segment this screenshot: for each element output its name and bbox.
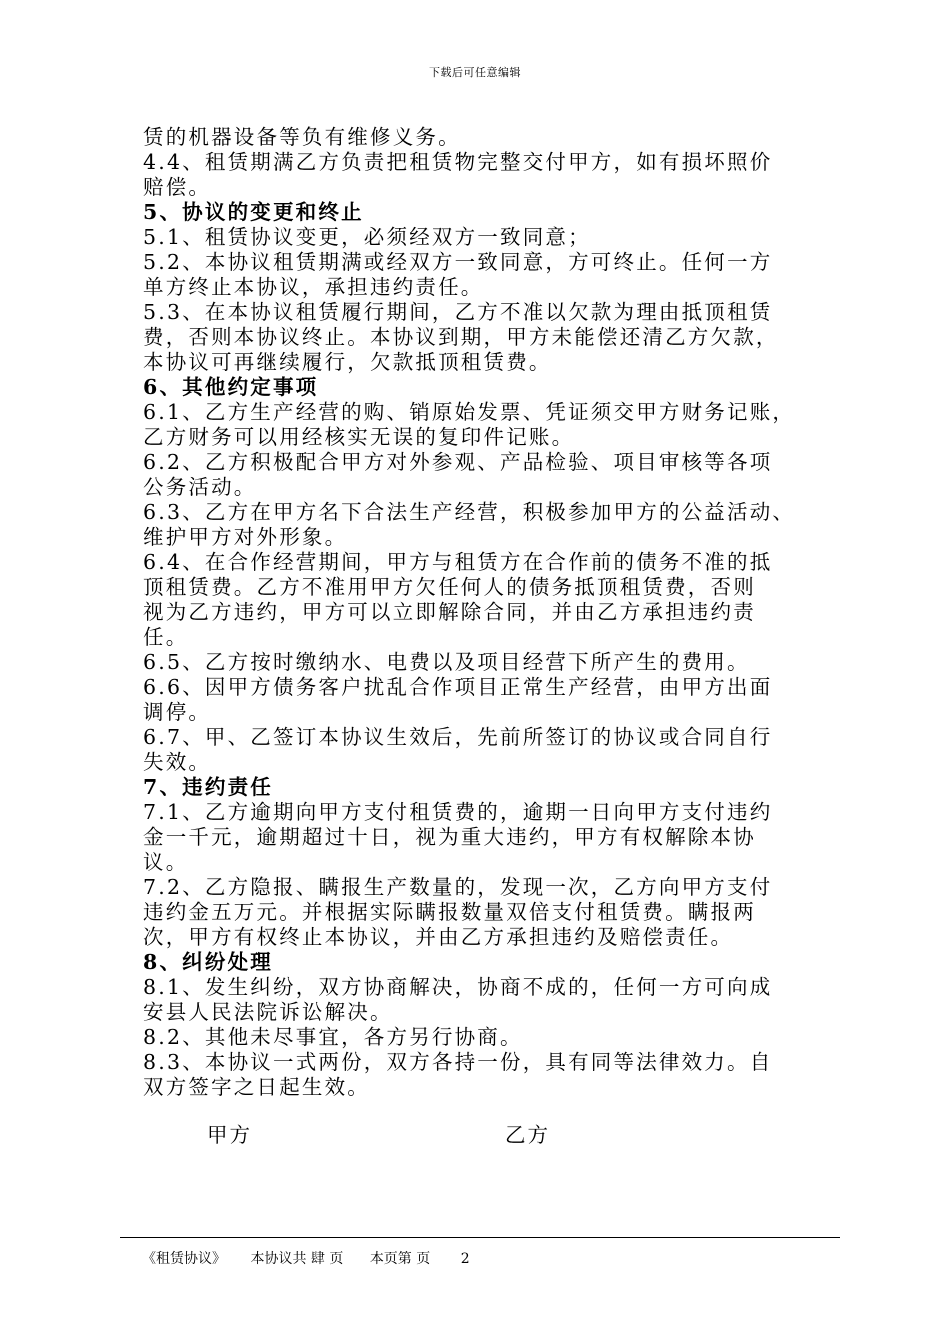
body-line: 视为乙方违约，甲方可以立即解除合同，并由乙方承担违约责 (143, 600, 756, 624)
clause-6-4: 6.4、在合作经营期间，甲方与租赁方在合作前的债务不准的抵 (143, 550, 773, 574)
body-line: 本协议可再继续履行，欠款抵顶租赁费。 (143, 350, 552, 374)
clause-6-2: 6.2、乙方积极配合甲方对外参观、产品检验、项目审核等各项 (143, 450, 773, 474)
footer-divider (120, 1237, 840, 1238)
clause-6-1: 6.1、乙方生产经营的购、销原始发票、凭证须交甲方财务记账， (143, 400, 796, 424)
clause-7-2: 7.2、乙方隐报、瞒报生产数量的，发现一次，乙方向甲方支付 (143, 875, 773, 899)
body-line: 次，甲方有权终止本协议，并由乙方承担违约及赔偿责任。 (143, 925, 734, 949)
footer-total-pages: 本协议共 肆 页 (250, 1251, 344, 1267)
body-line: 公务活动。 (143, 475, 257, 499)
clause-8-3: 8.3、本协议一式两份，双方各持一份，具有同等法律效力。自 (143, 1050, 773, 1074)
page-header-note: 下载后可任意编辑 (429, 66, 521, 79)
signature-block (0, 1118, 950, 1148)
footer-current-page: 本页第 页 (369, 1251, 431, 1267)
body-line: 乙方财务可以用经核实无误的复印件记账。 (143, 425, 575, 449)
body-line: 议。 (143, 850, 189, 874)
clause-6-5: 6.5、乙方按时缴纳水、电费以及项目经营下所产生的费用。 (143, 650, 750, 674)
footer-page-number: 2 (460, 1251, 470, 1267)
body-line: 费，否则本协议终止。本协议到期，甲方未能偿还清乙方欠款， (143, 325, 779, 349)
clause-8-1: 8.1、发生纠纷，双方协商解决，协商不成的，任何一方可向成 (143, 975, 773, 999)
body-line: 单方终止本协议，承担违约责任。 (143, 275, 484, 299)
body-line: 赔偿。 (143, 175, 212, 199)
body-line: 赁的机器设备等负有维修义务。 (143, 125, 461, 149)
section-heading-7: 7、违约责任 (143, 775, 273, 799)
body-line: 违约金五万元。并根据实际瞒报数量双倍支付租赁费。瞒报两 (143, 900, 756, 924)
body-line: 金一千元，逾期超过十日，视为重大违约，甲方有权解除本协 (143, 825, 756, 849)
body-line: 调停。 (143, 700, 212, 724)
body-line: 任。 (143, 625, 189, 649)
body-line: 顶租赁费。乙方不准用甲方欠任何人的债务抵顶租赁费，否则 (143, 575, 756, 599)
clause-8-2: 8.2、其他未尽事宜，各方另行协商。 (143, 1025, 523, 1049)
clause-6-7: 6.7、甲、乙签订本协议生效后，先前所签订的协议或合同自行 (143, 725, 773, 749)
party-a-signature-label: 甲方 (207, 1123, 252, 1147)
agreement-body (143, 125, 813, 1100)
section-heading-5: 5、协议的变更和终止 (143, 200, 364, 224)
body-line: 双方签字之日起生效。 (143, 1075, 370, 1099)
clause-5-2: 5.2、本协议租赁期满或经双方一致同意，方可终止。任何一方 (143, 250, 773, 274)
body-line: 失效。 (143, 750, 212, 774)
clause-4-4: 4.4、租赁期满乙方负责把租赁物完整交付甲方，如有损坏照价 (143, 150, 773, 174)
body-line: 安县人民法院诉讼解决。 (143, 1000, 393, 1024)
page-footer (142, 1248, 470, 1268)
clause-5-3: 5.3、在本协议租赁履行期间，乙方不准以欠款为理由抵顶租赁 (143, 300, 773, 324)
section-heading-8: 8、纠纷处理 (143, 950, 273, 974)
footer-document-title: 《租赁协议》 (142, 1251, 226, 1267)
section-heading-6: 6、其他约定事项 (143, 375, 319, 399)
clause-6-6: 6.6、因甲方债务客户扰乱合作项目正常生产经营，由甲方出面 (143, 675, 773, 699)
clause-7-1: 7.1、乙方逾期向甲方支付租赁费的，逾期一日向甲方支付违约 (143, 800, 773, 824)
clause-6-3: 6.3、乙方在甲方名下合法生产经营，积极参加甲方的公益活动、 (143, 500, 796, 524)
body-line: 维护甲方对外形象。 (143, 525, 348, 549)
party-b-signature-label: 乙方 (505, 1123, 550, 1147)
clause-5-1: 5.1、租赁协议变更，必须经双方一致同意； (143, 225, 591, 249)
